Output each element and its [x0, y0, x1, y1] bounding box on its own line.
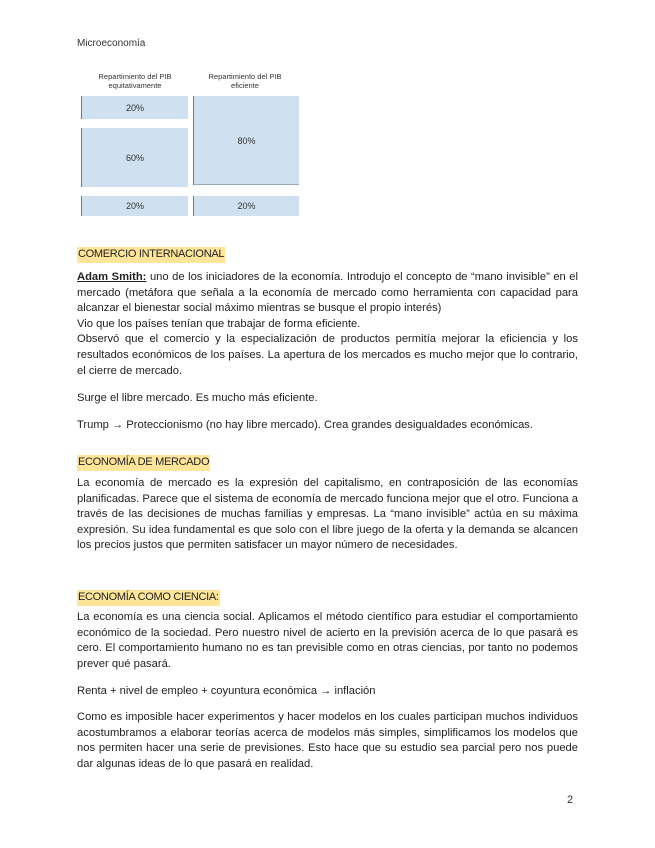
- ciencia-paragraph-2: [77, 684, 578, 700]
- left-column-title: Repartimiento del PIB equitativamente: [98, 72, 172, 90]
- section-ciencia: [77, 590, 578, 606]
- ciencia-paragraph-1: [77, 610, 578, 672]
- adam-smith-name: Adam Smith:: [77, 271, 147, 283]
- section-comercio: [77, 247, 578, 263]
- pib-distribution-diagram: [0, 0, 655, 230]
- comercio-paragraph-1: [77, 270, 578, 379]
- comercio-line-5-text: Trump → Proteccionismo (no hay libre mercado). Crea grandes desigualdades económicas.: [77, 419, 533, 431]
- left-box-middle: 60%: [82, 128, 188, 187]
- right-column-title: Repartimiento del PIB eficiente: [208, 72, 282, 90]
- right-box-bottom: 20%: [194, 196, 299, 216]
- right-box-top: 80%: [194, 96, 299, 185]
- right-box-divider: [194, 184, 299, 185]
- comercio-line-4-text: Surge el libre mercado. Es mucho más eficiente.: [77, 392, 318, 404]
- ciencia-paragraph-3: [77, 710, 578, 772]
- mercado-text: La economía de mercado es la expresión del capitalismo, en contraposición de las economías planificadas. Parece que el sistema de economía de mercado funciona mejor que el otro. Funciona a través de las decisiones de muchas familias y empresas. La “mano invisible” actúa en su máxima expresión. Su idea fundamental es que solo con el libre juego de la oferta y la demanda se alcancen los precios justos que permiten satisfacer un mayor número de necesidades.: [77, 477, 578, 552]
- comercio-line-2: Vio que los países tenían que trabajar de forma eficiente.: [77, 317, 361, 330]
- left-box-top: 20%: [82, 96, 188, 119]
- mercado-paragraph: [77, 476, 578, 554]
- document-header: Microeconomía: [77, 38, 146, 49]
- left-box-bottom: 20%: [82, 196, 188, 216]
- comercio-line-4: [77, 391, 578, 407]
- comercio-line-5: [77, 418, 578, 434]
- ciencia-p2: Renta + nivel de empleo + coyuntura económica → inflación: [77, 685, 376, 697]
- section-mercado: [77, 455, 578, 471]
- section-heading: ECONOMÍA DE MERCADO: [77, 455, 210, 471]
- section-heading: ECONOMÍA COMO CIENCIA:: [77, 590, 220, 606]
- page-number: 2: [567, 794, 574, 806]
- ciencia-p3: Como es imposible hacer experimentos y hacer modelos en los cuales participan muchos individuos acostumbramos a elaborar teorías acerca de modelos más simples, simplificamos los modelos que nos permiten hacer una serie de previsiones. Esto hace que su estudio sea parcial pero nos puede dar algunas ideas de lo que pasará en realidad.: [77, 711, 578, 770]
- section-heading: COMERCIO INTERNACIONAL: [77, 247, 225, 263]
- ciencia-p1: La economía es una ciencia social. Aplicamos el método científico para estudiar el comportamiento económico de la sociedad. Pero nuestro nivel de acierto en la previsión acerca de lo que pasará es cero. El comportamiento humano no es tan previsible como en otras ciencias, por tanto no podemos prever qué pasará.: [77, 611, 578, 670]
- adam-smith-text: uno de los iniciadores de la economía. Introdujo el concepto de “mano invisible” en el mercado (metáfora que señala a la economía de mercado como herramienta con capacidad para alcanzar el bienestar social máximo mientras se busque el propio interés): [77, 271, 578, 315]
- comercio-line-3: Observó que el comercio y la especialización de productos permitía mejorar la eficiencia y los resultados económicos de los países. La apertura de los mercados es mucho mejor que lo contrario, el cierre de mercado.: [77, 333, 578, 377]
